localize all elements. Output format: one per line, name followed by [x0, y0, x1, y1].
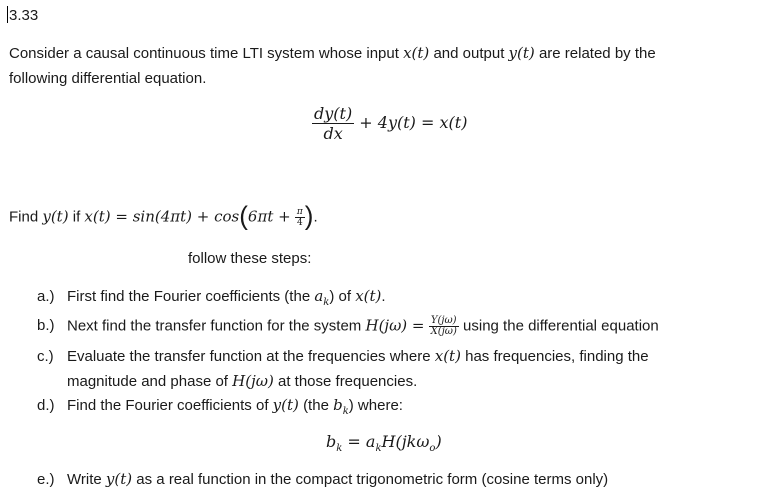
intro-text-1: Consider a causal continuous time LTI system whose input: [9, 45, 399, 62]
step-d: [37, 396, 403, 417]
step-a: [37, 287, 386, 308]
equation-rest: + 4y(t) = x(t): [359, 113, 468, 132]
step-d-bk: [333, 396, 349, 417]
step-a-ak: [314, 287, 330, 308]
derivative-denominator: dx: [323, 124, 343, 143]
differential-equation: [312, 104, 467, 143]
intro-line-2: following differential equation.: [9, 70, 207, 87]
bk-eq-b: b: [326, 432, 337, 451]
bk-eq-close: ): [435, 432, 442, 451]
step-a-text-2: ) of: [329, 288, 352, 305]
bk-equation: [326, 432, 442, 454]
step-c-transfer: H(jω): [232, 372, 274, 390]
bk-base: b: [333, 396, 343, 414]
find-if: if: [72, 208, 81, 226]
step-e-label: e.): [37, 471, 55, 488]
problem-number: [7, 6, 38, 24]
bk-eq-a-sub: k: [375, 443, 382, 455]
step-a-input: x(t): [355, 287, 382, 305]
step-c: [37, 347, 649, 365]
step-c-label: c.): [37, 348, 54, 365]
step-d-text-3: ) where:: [348, 397, 403, 414]
pi-numerator: π: [296, 207, 303, 217]
find-output: y(t): [42, 207, 69, 226]
step-c-text-3: magnitude and phase of: [67, 373, 228, 390]
step-a-text-1: First find the Fourier coefficients (the: [67, 288, 311, 305]
intro-line-1: [9, 44, 656, 62]
derivative-numerator: dy(t): [314, 104, 353, 123]
step-d-output: y(t): [272, 396, 299, 414]
step-b-text-1: Next find the transfer function for the system: [67, 317, 362, 335]
step-d-text-1: Find the Fourier coefficients of: [67, 397, 269, 414]
transfer-numerator: Y(jω): [429, 316, 459, 327]
follow-steps: follow these steps:: [188, 250, 312, 267]
bk-sub: k: [342, 406, 349, 417]
step-b: [37, 316, 659, 337]
step-c-text-1: Evaluate the transfer function at the frequencies where: [67, 348, 431, 365]
derivative-fraction: [312, 104, 354, 143]
bk-eq-a: a: [365, 432, 376, 451]
step-d-label: d.): [37, 397, 55, 414]
text-cursor: [7, 6, 8, 23]
bk-eq-equals: =: [347, 432, 361, 451]
step-d-text-2: (the: [303, 397, 329, 414]
cos-argument: 6πt +: [247, 207, 291, 226]
find-input-expression: x(t) = sin(4πt) + cos: [84, 207, 240, 226]
step-e-text-1: Write: [67, 471, 102, 488]
close-paren: ): [304, 200, 314, 231]
four-denominator: 4: [296, 218, 303, 228]
step-b-text-2: using the differential equation: [463, 317, 659, 335]
step-e-output: y(t): [105, 470, 133, 488]
step-c-continuation: [67, 372, 417, 390]
ak-base: a: [314, 287, 324, 305]
bk-eq-omega-sub: o: [429, 443, 436, 455]
step-e-text-2: as a real function in the compact trigonometric form (cosine terms only): [136, 471, 609, 488]
problem-number-text: 3.33: [9, 7, 39, 24]
open-paren: (: [239, 200, 248, 231]
find-label: Find: [9, 208, 39, 226]
transfer-fraction: [429, 316, 459, 337]
find-line: [9, 200, 318, 231]
transfer-denominator: X(jω): [430, 326, 457, 337]
intro-output-signal: y(t): [508, 44, 535, 62]
step-a-label: a.): [37, 288, 55, 305]
intro-input-signal: x(t): [403, 44, 430, 62]
step-a-period: .: [381, 288, 386, 305]
step-b-label: b.): [37, 317, 55, 335]
step-c-input: x(t): [434, 347, 461, 365]
intro-text-2: and output: [433, 45, 505, 62]
find-period: .: [313, 208, 318, 226]
step-c-text-2: has frequencies, finding the: [465, 348, 649, 365]
bk-eq-b-sub: k: [336, 443, 343, 455]
bk-eq-transfer: H(jkω: [381, 432, 430, 451]
step-c-text-4: at those frequencies.: [277, 373, 418, 390]
intro-text-3: are related by the: [538, 45, 656, 62]
step-e: [37, 470, 608, 488]
step-b-transfer: H(jω) =: [365, 316, 425, 335]
ak-sub: k: [323, 297, 330, 308]
pi-over-four: [295, 207, 305, 228]
